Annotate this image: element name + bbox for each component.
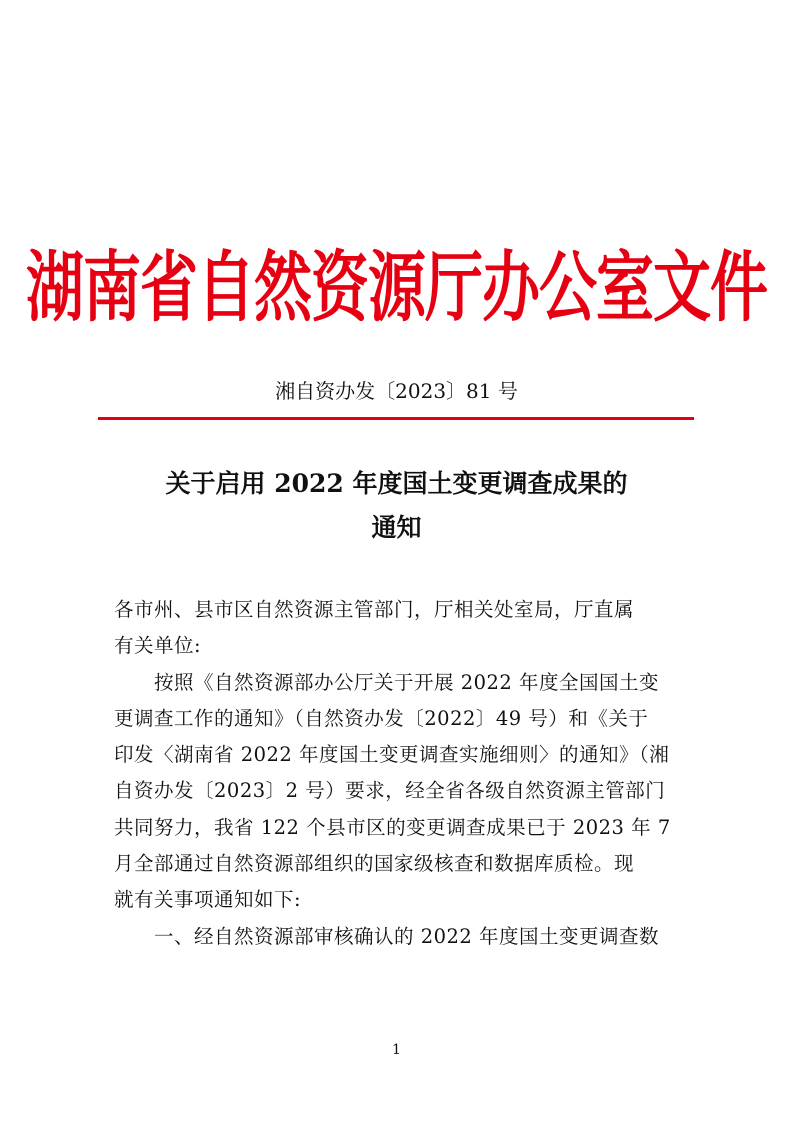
document-subject <box>0 462 793 550</box>
body-line: 一、经自然资源部审核确认的 2022 年度国土变更调查数 <box>154 924 660 948</box>
body-line: 自资办发〔2023〕2 号）要求，经全省各级自然资源主管部门 <box>114 779 666 803</box>
page-number: 1 <box>392 1042 401 1058</box>
body-line: 有关单位: <box>114 634 202 658</box>
body-line: 各市州、县市区自然资源主管部门，厅相关处室局，厅直属 <box>114 598 635 621</box>
body-line: 月全部通过自然资源部组织的国家级核查和数据库质检。现 <box>114 852 635 876</box>
subject-line-1: 关于启用 2022 年度国土变更调查成果的 <box>165 469 628 498</box>
subject-line-2: 通知 <box>371 513 422 542</box>
body-line: 就有关事项通知如下: <box>114 888 302 912</box>
document-header-title: 湖南省自然资源厅办公室文件 <box>25 242 767 333</box>
document-number: 湘自资办发〔2023〕81 号 <box>275 379 518 403</box>
body-line: 共同努力，我省 122 个县市区的变更调查成果已于 2023 年 7 <box>114 815 671 839</box>
body-line: 印发〈湖南省 2022 年度国土变更调查实施细则〉的通知》（湘 <box>114 743 670 767</box>
document-body <box>114 592 690 955</box>
body-line: 按照《自然资源部办公厅关于开展 2022 年度全国国土变 <box>154 670 660 694</box>
body-line: 更调查工作的通知》（自然资办发〔2022〕49 号）和《关于 <box>114 706 649 730</box>
header-divider <box>98 417 694 420</box>
